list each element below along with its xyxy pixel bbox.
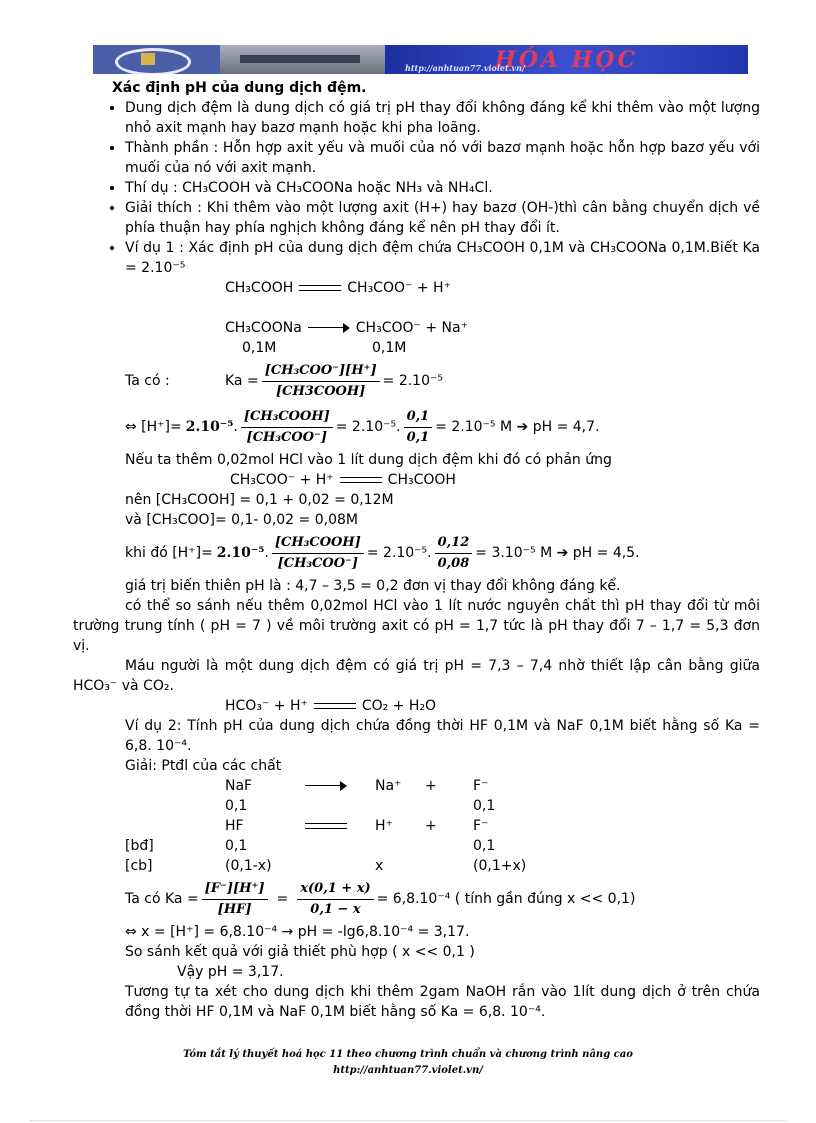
list-item: • Giải thích : Khi thêm vào một lượng axit (H+) hay bazơ (OH-)thì cân bằng chuyển dịch về phía thuận hay phía nghịch không đáng kể nên pH thay đổi ít. [125,198,760,238]
page-divider [30,1120,786,1121]
equation-2-concentrations: 0,1M 0,1M [242,340,407,356]
list-item: • Thí dụ : CH₃COOH và CH₃COONa hoặc NH₃ và NH₄Cl. [125,178,760,198]
paragraph: ⇔ x = [H⁺] = 6,8.10⁻⁴ → pH = -lg6,8.10⁻⁴ = 3,17. [125,924,470,940]
paragraph: và [CH₃COO]= 0,1- 0,02 = 0,08M [125,512,358,528]
document-body [73,78,760,1022]
paragraph: So sánh kết quả với giả thiết phù hợp ( x << 0,1 ) [125,944,475,960]
h-calc-2: khi đó [H⁺]= 2.10⁻⁵ . $\frac{\text{[CH₃COOH]}}{\text{[CH₃COO⁻]}}$ = 2.10⁻⁵. $\frac{0,12}{0,08}$ = 3.10⁻⁵ M ➔ pH = 4,5. [125,534,640,571]
equation-3: CH₃COO⁻ + H⁺ CH₃COOH [230,472,456,488]
list-item: • Dung dịch đệm là dung dịch có giá trị pH thay đổi không đáng kể khi thêm vào một lượng nhỏ axit mạnh hay bazơ mạnh hoặc khi pha loãng. [125,98,760,138]
logo-icon [93,45,220,74]
h-calc-1: ⇔ [H⁺]= 2.10⁻⁵ . $\frac{\text{[CH₃COOH]}}{\text{[CH₃COO⁻]}}$ = 2.10⁻⁵. $\frac{0,1}{0,1}$ = 2.10⁻⁵ M ➔ pH = 4,7. [125,408,600,445]
ka2-expression: Ta có Ka = $\frac{[F^-][H^+]}{[HF]}$ = $\frac{x(0,1 + x)}{0,1 - x}$ = 6,8.10⁻⁴ ( tính gần đúng x << 0,1) [125,880,636,917]
paragraph: nên [CH₃COOH] = 0,1 + 0,02 = 0,12M [125,492,394,508]
paragraph: Máu người là một dung dịch đệm có giá trị pH = 7,3 – 7,4 nhờ thiết lập cân bằng giữa HCO₃⁻ và CO₂. [73,658,760,694]
banner-image [220,45,385,74]
arrow-icon [308,323,350,333]
list-item: • Ví dụ 1 : Xác định pH của dung dịch đệm chứa CH₃COOH 0,1M và CH₃COONa 0,1M.Biết Ka = 2.10⁻⁵ [125,238,760,278]
paragraph: Giải: Ptđl của các chất [125,758,282,774]
paragraph: Nếu ta thêm 0,02mol HCl vào 1 lít dung dịch đệm khi đó có phản ứng [125,452,612,468]
ionization-table: NaF Na⁺ + F⁻ 0,1 0,1 HF H⁺ + F⁻ [bđ] 0,1 0,1 [cb] (0,1-x) x (0,1+x) [125,778,527,874]
paragraph: Vậy pH = 3,17. [177,964,284,980]
header-banner [93,45,748,74]
page-footer: Tóm tắt lý thuyết hoá học 11 theo chương trình chuẩn và chương trình nâng cao http://anhtuan77.violet.vn/ [183,1049,633,1076]
equilibrium-arrow-icon [305,821,347,831]
paragraph: giá trị biến thiên pH là : 4,7 – 3,5 = 0,2 đơn vị thay đổi không đáng kể. [125,578,621,594]
ka-fraction: $\frac{\text{[CH₃COO⁻][H⁺]}}{\text{[CH3COOH]}}$ [262,361,380,402]
equation-4: HCO₃⁻ + H⁺ CO₂ + H₂O [225,698,437,714]
paragraph: có thể so sánh nếu thêm 0,02mol HCl vào 1 lít nước nguyên chất thì pH thay đổi từ môi trường trung tính ( pH = 7 ) về môi trường axit có pH = 1,7 tức là pH thay đổi 7 – 1,7 = 5,3 đơn vị. [73,598,760,654]
equilibrium-arrow-icon [340,475,382,485]
banner-url: http://anhtuan77.violet.vn/ [405,63,525,73]
equilibrium-arrow-icon [299,283,341,293]
list-item: • Thành phần : Hỗn hợp axit yếu và muối của nó với bazơ mạnh hoặc hỗn hợp bazơ yếu với muối của nó với axit mạnh. [125,138,760,178]
equation-2: CH₃COONa CH₃COO⁻ + Na⁺ [225,320,468,336]
ka-expression: Ta có : Ka = $\frac{\text{[CH₃COO⁻][H⁺]}}{\text{[CH3COOH]}}$ = 2.10⁻⁵ [125,358,760,404]
paragraph: Ví dụ 2: Tính pH của dung dịch chứa đồng thời HF 0,1M và NaF 0,1M biết hằng số Ka = 6,8. 10⁻⁴. [125,718,760,754]
bullet-list [74,98,760,278]
section-heading: Xác định pH của dung dịch đệm. [112,80,367,96]
equation-1: CH₃COOH CH₃COO⁻ + H⁺ [225,280,451,296]
equilibrium-arrow-icon [314,701,356,711]
banner-title: HÓA HỌC http://anhtuan77.violet.vn/ [385,45,748,74]
arrow-icon [305,781,347,791]
paragraph: Tương tự ta xét cho dung dịch khi thêm 2gam NaOH rắn vào 1lít dung dịch ở trên chứa đồng thời HF 0,1M và NaF 0,1M biết hằng số Ka = 6,8. 10⁻⁴. [125,984,760,1020]
